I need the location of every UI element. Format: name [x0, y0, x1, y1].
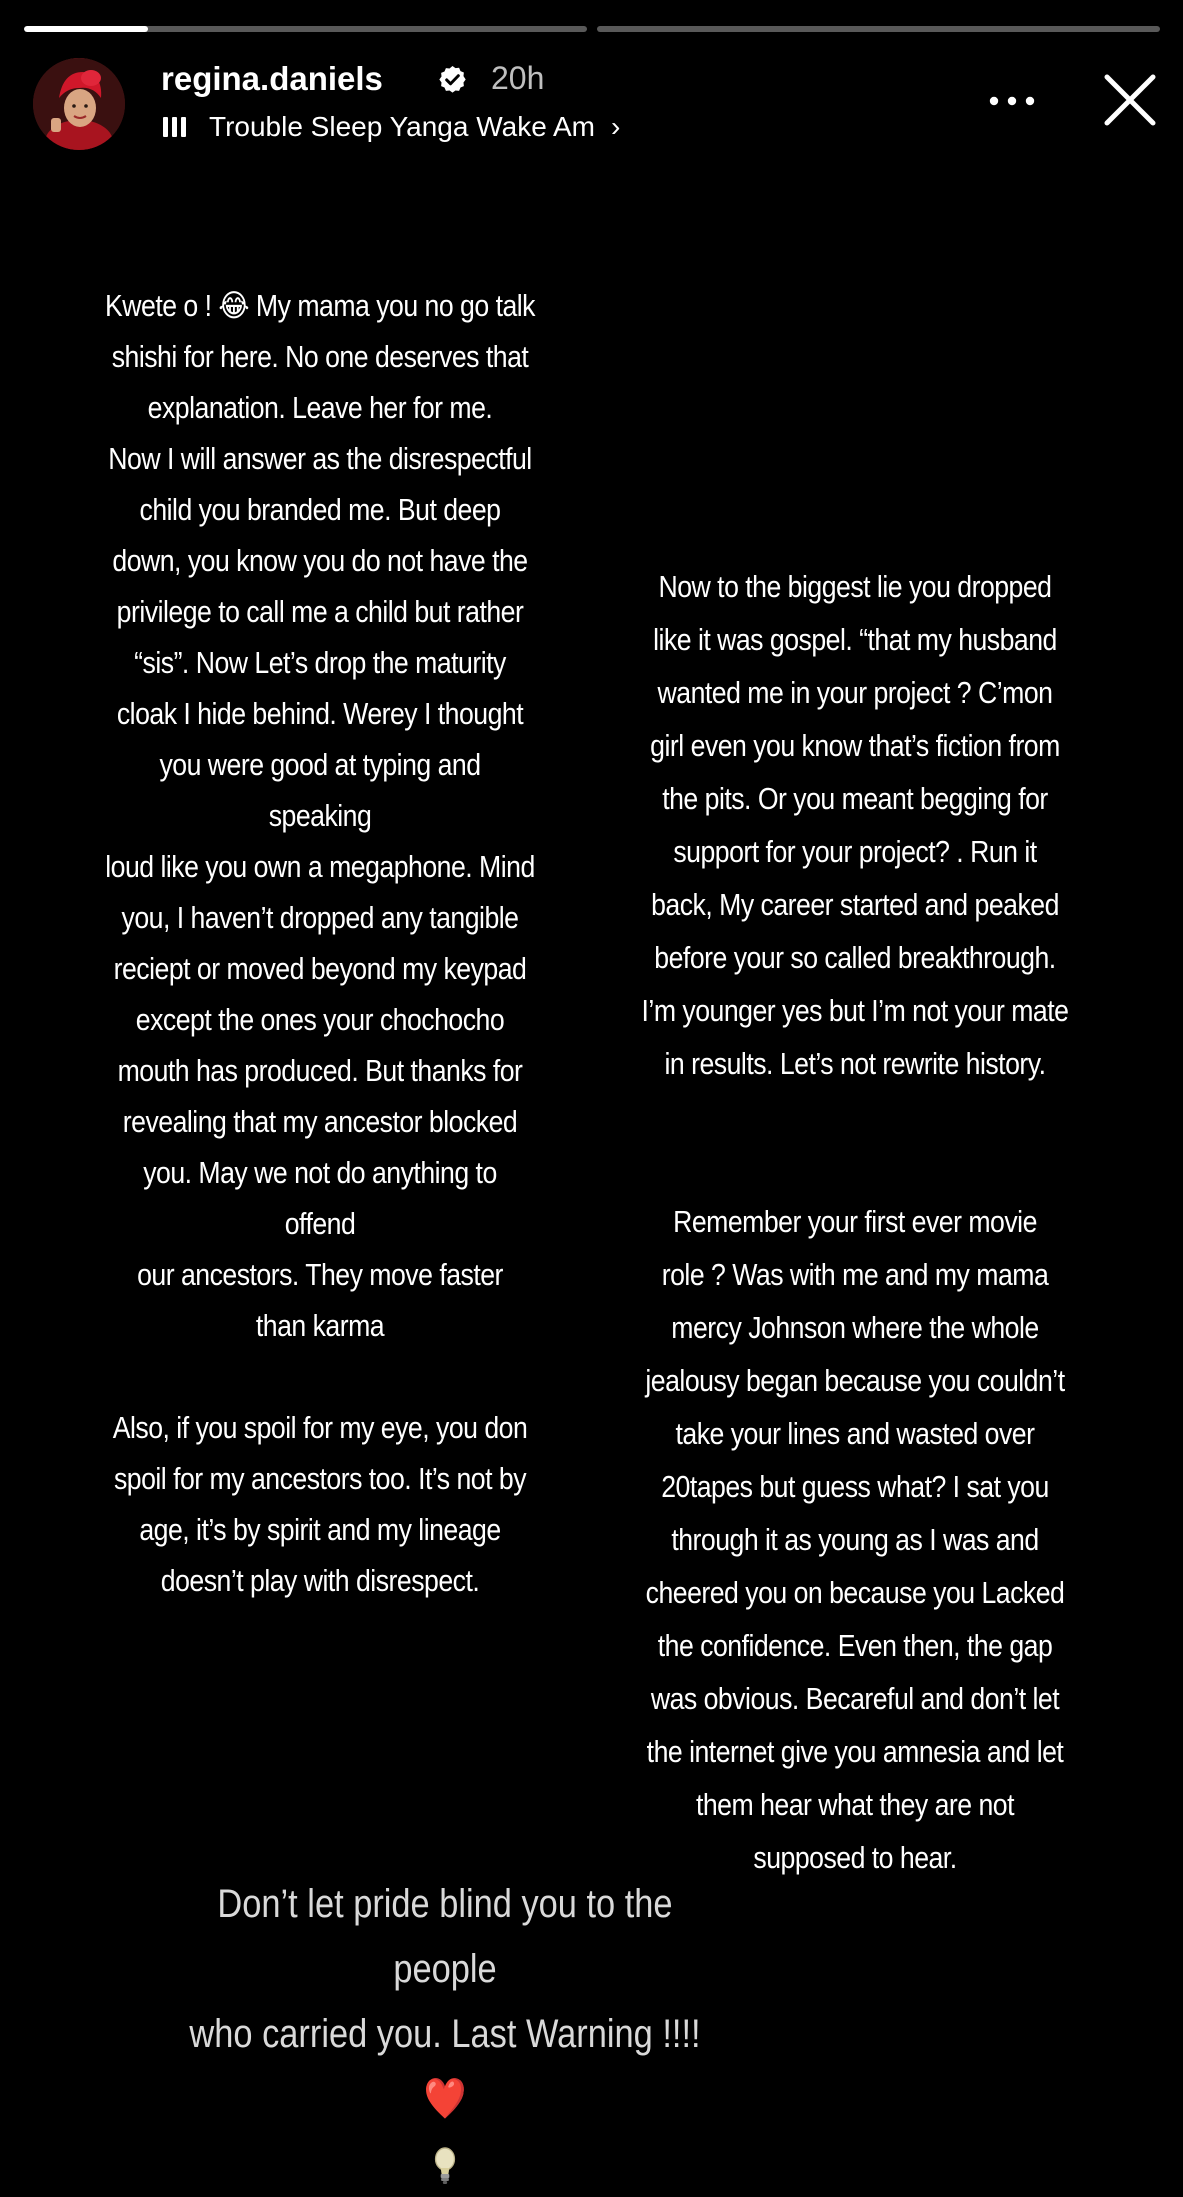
text-line: in results. Let’s not rewrite history.: [664, 1046, 1046, 1081]
more-dots-icon[interactable]: [986, 88, 1038, 114]
text-line: role ? Was with me and my mama: [661, 1257, 1049, 1292]
bottom-caption-line-2: who carried you. Last Warning !!!! ❤️: [189, 2012, 701, 2121]
left-paragraph-1: [105, 280, 535, 1351]
text-line: back, My career started and peaked: [651, 887, 1059, 922]
left-paragraph-2: [105, 1402, 535, 1606]
text-line: you were good at typing and speaking: [159, 747, 481, 833]
text-line: through it as young as I was and: [671, 1522, 1039, 1557]
text-line: age, it’s by spirit and my lineage: [139, 1512, 501, 1547]
chevron-right-icon: ›: [611, 111, 621, 142]
story-progress: [24, 26, 1160, 32]
progress-segment-2: [597, 26, 1160, 32]
text-line: girl even you know that’s fiction from: [650, 728, 1060, 763]
text-line: down, you know you do not have the: [112, 543, 528, 578]
text-line: loud like you own a megaphone. Mind: [105, 849, 535, 884]
text-line: Now I will answer as the disrespectful: [108, 441, 532, 476]
story-text-left: [105, 280, 535, 1606]
text-line: was obvious. Becareful and don’t let: [650, 1681, 1060, 1716]
progress-segment-1: [24, 26, 587, 32]
text-line: the internet give you amnesia and let: [646, 1734, 1064, 1769]
username[interactable]: regina.daniels: [161, 60, 383, 97]
text-line: Also, if you spoil for my eye, you don: [112, 1410, 528, 1445]
story-text-right-1: [627, 560, 1083, 1090]
text-line: child you branded me. But deep: [139, 492, 501, 527]
song-title: Trouble Sleep Yanga Wake Am: [209, 111, 595, 142]
text-line: you. May we not do anything to offend: [143, 1155, 497, 1241]
text-line: the pits. Or you meant begging for: [662, 781, 1048, 816]
story-time: 20h: [491, 60, 545, 96]
text-line: mouth has produced. But thanks for: [117, 1053, 523, 1088]
avatar-image: [33, 58, 125, 150]
text-line: I’m younger yes but I’m not your mate: [641, 993, 1069, 1028]
text-line: before your so called breakthrough.: [654, 940, 1056, 975]
text-line: support for your project? . Run it: [673, 834, 1037, 869]
text-line: Now to the biggest lie you dropped: [658, 569, 1052, 604]
text-line: take your lines and wasted over: [675, 1416, 1035, 1451]
text-line: you, I haven’t dropped any tangible: [121, 900, 519, 935]
music-attribution[interactable]: [163, 110, 620, 144]
text-line: supposed to hear.: [753, 1840, 957, 1875]
text-line: spoil for my ancestors too. It’s not by: [113, 1461, 527, 1496]
text-line: cloak I hide behind. Werey I thought: [116, 696, 524, 731]
text-line: except the ones your chochocho: [135, 1002, 505, 1037]
text-line: shishi for here. No one deserves that: [111, 339, 529, 374]
avatar[interactable]: [33, 58, 125, 150]
verified-badge-icon: [437, 64, 468, 95]
light-bulb-icon: [432, 2144, 458, 2188]
story-header: [33, 58, 1163, 150]
text-line: 20tapes but guess what? I sat you: [661, 1469, 1049, 1504]
text-line: jealousy began because you couldn’t: [645, 1363, 1065, 1398]
text-line: reciept or moved beyond my keypad: [113, 951, 527, 986]
text-line: the confidence. Even then, the gap: [657, 1628, 1053, 1663]
text-line: wanted me in your project ? C’mon: [657, 675, 1053, 710]
text-line: explanation. Leave her for me.: [147, 390, 493, 425]
bottom-caption: [166, 1872, 725, 2197]
text-line: than karma: [255, 1308, 385, 1343]
text-line: them hear what they are not: [695, 1787, 1015, 1822]
text-line: Remember your first ever movie: [673, 1204, 1037, 1239]
text-line: cheered you on because you Lacked: [645, 1575, 1065, 1610]
bottom-caption-line-1: Don’t let pride blind you to the people: [217, 1882, 673, 1991]
story-text-right-2: [627, 1195, 1083, 1884]
text-line: revealing that my ancestor blocked: [122, 1104, 518, 1139]
progress-fill-1: [24, 26, 148, 32]
text-line: like it was gospel. “that my husband: [653, 622, 1057, 657]
close-icon[interactable]: [1101, 71, 1159, 129]
text-line: our ancestors. They move faster: [137, 1257, 503, 1292]
text-line: Kwete o ! 😂 My mama you no go talk: [105, 288, 535, 323]
text-line: privilege to call me a child but rather: [116, 594, 524, 629]
music-bars-icon: [163, 114, 195, 140]
text-line: doesn’t play with disrespect.: [160, 1563, 480, 1598]
text-line: “sis”. Now Let’s drop the maturity: [134, 645, 506, 680]
text-line: mercy Johnson where the whole: [671, 1310, 1039, 1345]
